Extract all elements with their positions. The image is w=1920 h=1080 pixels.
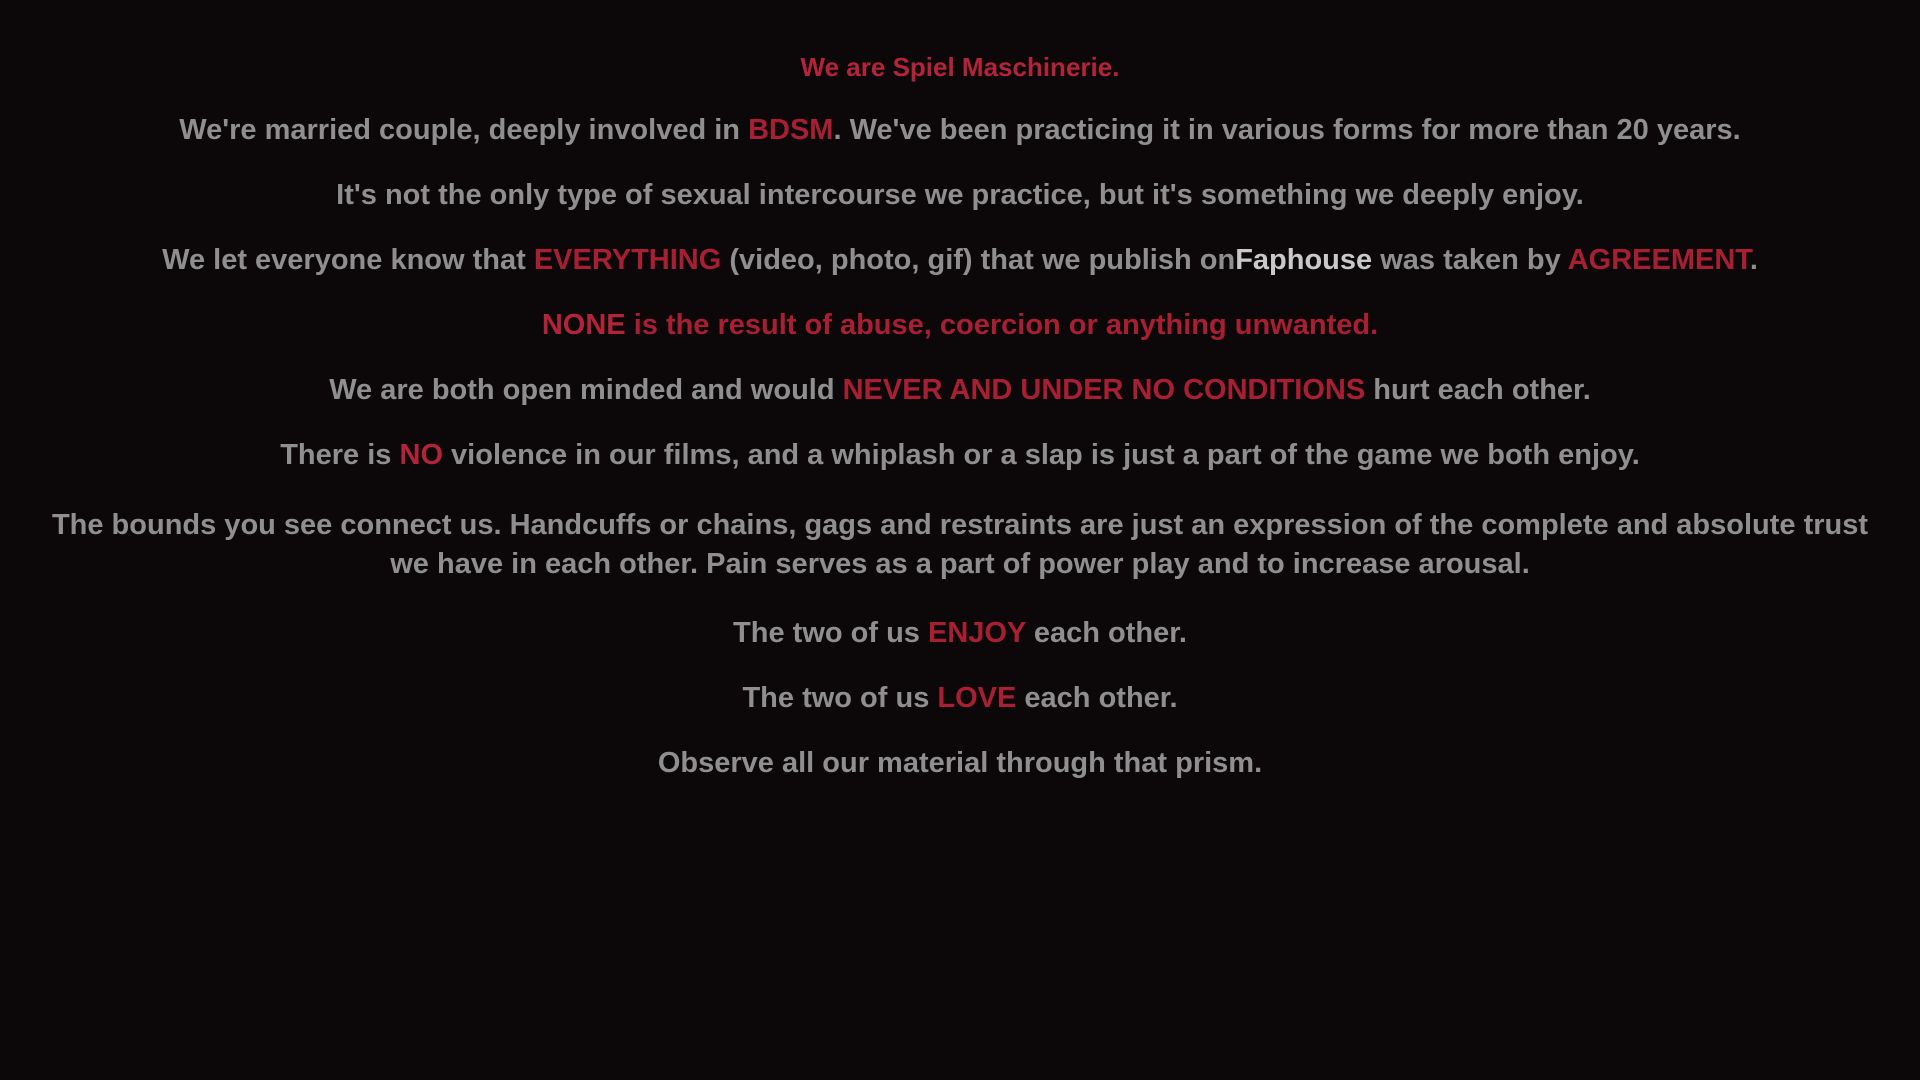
line-5-part-a: We are both open minded and would (329, 374, 843, 406)
statement-line-2 (0, 181, 1920, 210)
line-6-part-a: There is (280, 439, 400, 471)
line-6-highlight-no: NO (399, 439, 443, 471)
statement-line-4 (0, 311, 1920, 340)
statement-line-3 (0, 246, 1920, 275)
line-6-part-b: violence in our films, and a whiplash or a slap is just a part of the game we both enjoy. (443, 439, 1640, 471)
page-title-text: We are Spiel Maschinerie. (800, 52, 1120, 82)
line-9-highlight-love: LOVE (937, 682, 1017, 715)
line-3-highlight-agreement: AGREEMENT (1567, 244, 1750, 276)
line-5-part-b: hurt each other. (1365, 374, 1591, 406)
line-3-part-d: . (1749, 244, 1758, 276)
line-9-part-a: The two of us (742, 682, 938, 715)
line-3-part-a: We let everyone know that (162, 244, 534, 276)
statement-line-10 (0, 749, 1920, 778)
statement-line-5 (0, 376, 1920, 405)
line-1-part-a: We're married couple, deeply involved in (179, 114, 749, 146)
line-4-highlight-none: NONE (541, 309, 626, 341)
brand-name-faphouse: Faphouse (1235, 244, 1373, 276)
statement-line-8 (0, 619, 1920, 648)
line-2-text: It's not the only type of sexual intercourse we practice, but it's something we deeply enjoy. (336, 179, 1584, 211)
line-3-highlight-everything: EVERYTHING (533, 244, 722, 276)
line-1-highlight-bdsm: BDSM (748, 114, 834, 146)
line-10-text: Observe all our material through that prism. (657, 747, 1263, 780)
line-3-part-c: was taken by (1372, 244, 1568, 276)
line-8-highlight-enjoy: ENJOY (927, 617, 1026, 650)
line-5-highlight-never: NEVER AND UNDER NO CONDITIONS (842, 374, 1366, 406)
line-8-part-b: each other. (1025, 617, 1187, 650)
line-9-part-b: each other. (1016, 682, 1178, 715)
line-1-part-b: . We've been practicing it in various forms for more than 20 years. (833, 114, 1741, 146)
line-8-part-a: The two of us (733, 617, 928, 650)
paragraph-7-text: The bounds you see connect us. Handcuffs or chains, gags and restraints are just an expression of the complete and absolute trust we have in each other. Pain serves as a part of power play and to increase arousal. (51, 509, 1869, 580)
statement-line-6 (0, 441, 1920, 470)
line-4-part-b: is the result of abuse, coercion or anything unwanted. (625, 309, 1379, 341)
line-3-part-b: (video, photo, gif) that we publish on (721, 244, 1236, 276)
page-title (0, 52, 1920, 83)
statement-paragraph-7 (30, 506, 1890, 583)
statement-line-1 (0, 116, 1920, 145)
statement-line-9 (0, 684, 1920, 713)
